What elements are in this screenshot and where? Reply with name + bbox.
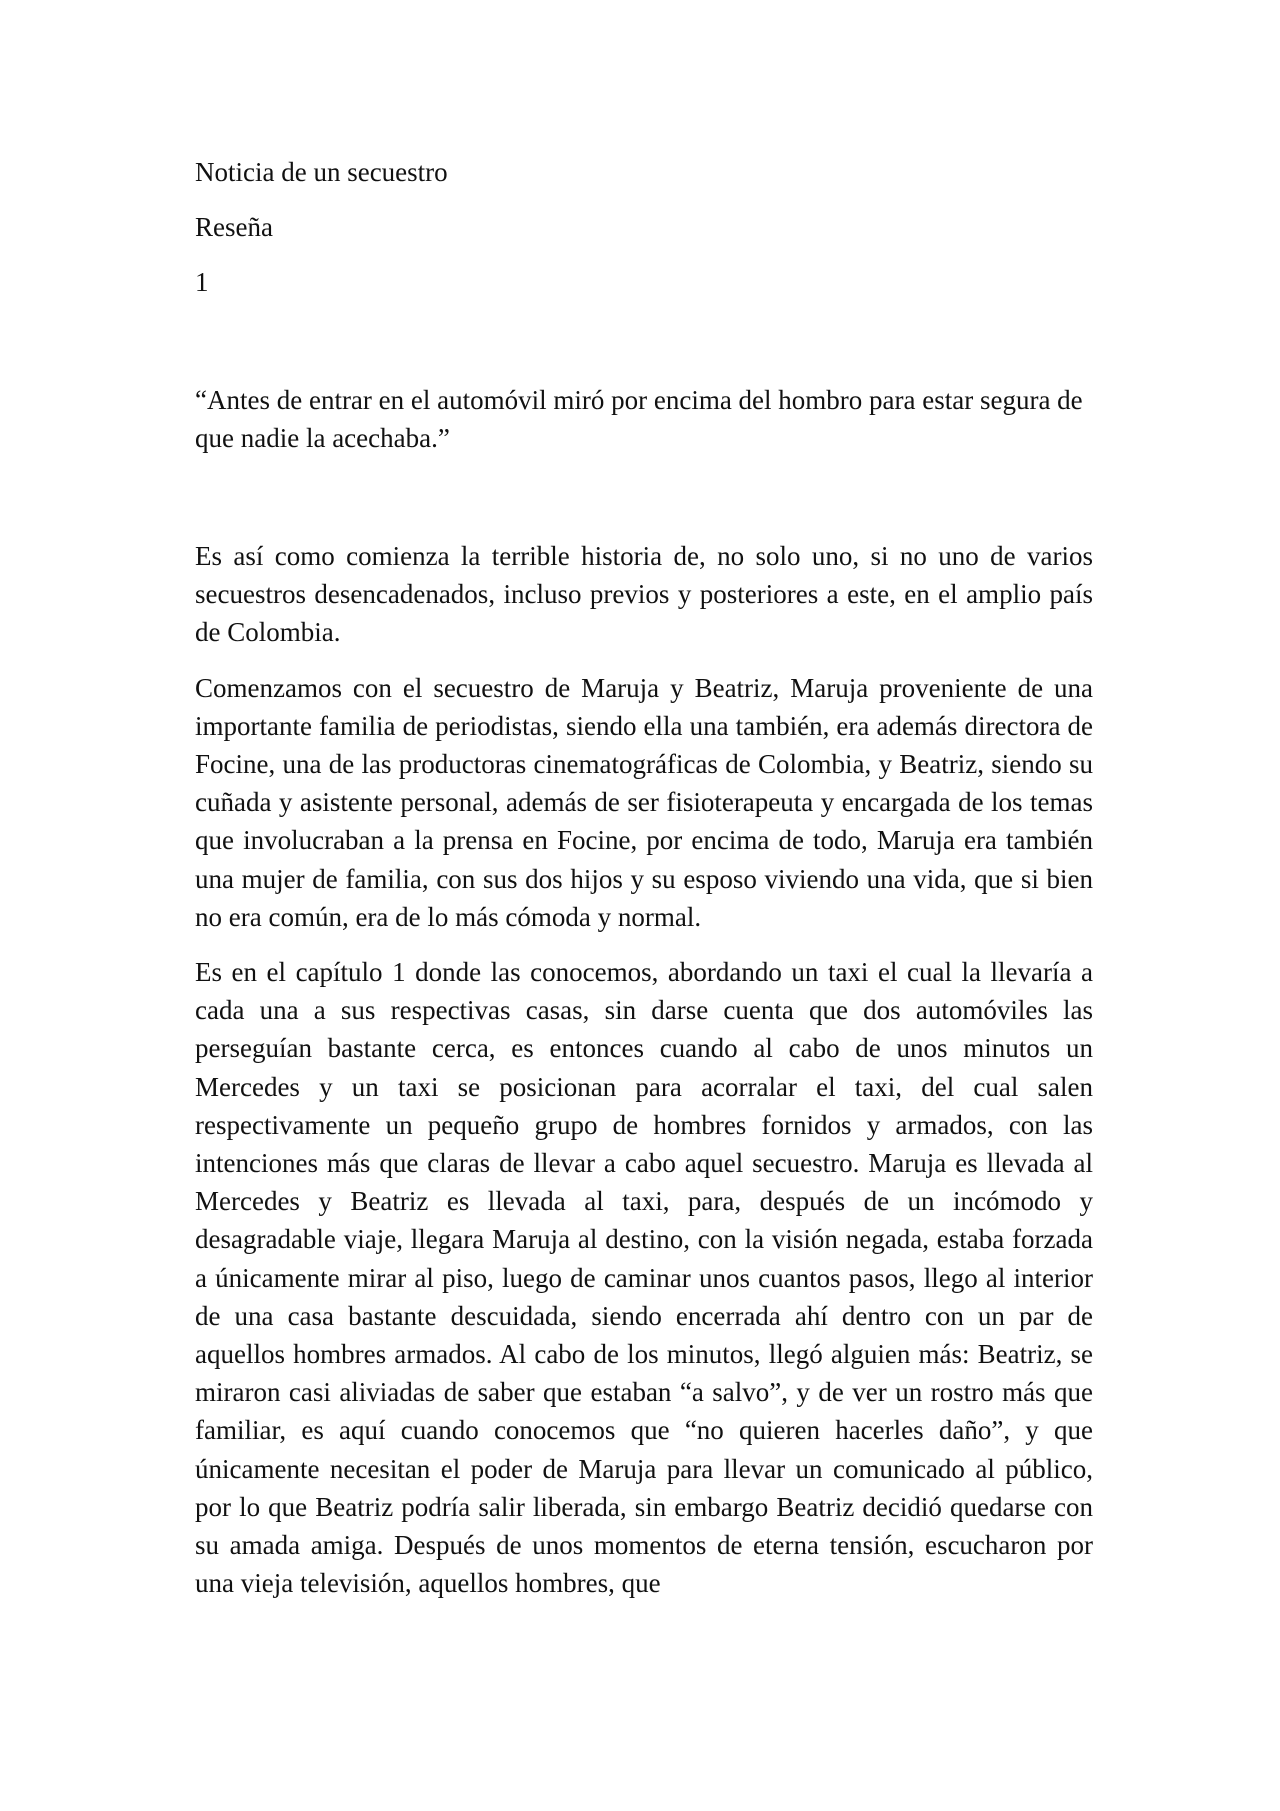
page-content [195, 153, 1093, 1620]
body-paragraph: Comenzamos con el secuestro de Maruja y Beatriz, Maruja proveniente de una importante familia de periodistas, siendo ella una también, era además directora de Focine, una de las productoras cinematográficas de Colombia, y Beatriz, siendo su cuñada y asistente personal, además de ser fisioterapeuta y encargada de los temas que involucraban a la prensa en Focine, por encima de todo, Maruja era también una mujer de familia, con sus dos hijos y su esposo viviendo una vida, que si bien no era común, era de lo más cómoda y normal. [195, 672, 1093, 932]
body-paragraph: Es así como comienza la terrible historia de, no solo uno, si no uno de varios secuestros desencadenados, incluso previos y posteriores a este, en el amplio país de Colombia. [195, 541, 1093, 648]
document-title: Noticia de un secuestro [195, 157, 448, 187]
chapter-number: 1 [195, 267, 209, 298]
document-subtitle: Reseña [195, 212, 273, 243]
epigraph-quote: “Antes de entrar en el automóvil miró por encima del hombro para estar segura de que nadie la acechaba.” [195, 384, 1083, 453]
body-paragraph: Es en el capítulo 1 donde las conocemos, abordando un taxi el cual la llevaría a cada una a sus respectivas casas, sin darse cuenta que dos automóviles las perseguían bastante cerca, es entonces cuando al cabo de unos minutos un Mercedes y un taxi se posicionan para acorralar el taxi, del cual salen respectivamente un pequeño grupo de hombres fornidos y armados, con las intenciones más que claras de llevar a cabo aquel secuestro. Maruja es llevada al Mercedes y Beatriz es llevada al taxi, para, después de un incómodo y desagradable viaje, llegara Maruja al destino, con la visión negada, estaba forzada a únicamente mirar al piso, luego de caminar unos cuantos pasos, llego al interior de una casa bastante descuidada, siendo encerrada ahí dentro con un par de aquellos hombres armados. Al cabo de los minutos, llegó alguien más: Beatriz, se miraron casi aliviadas de saber que estaban “a salvo”, y de ver un rostro más que familiar, es aquí cuando conocemos que “no quieren hacerles daño”, y que únicamente necesitan el poder de Maruja para llevar un comunicado al público, por lo que Beatriz podría salir liberada, sin embargo Beatriz decidió quedarse con su amada amiga. Después de unos momentos de eterna tensión, escucharon por una vieja televisión, aquellos hombres, que [195, 957, 1093, 1599]
